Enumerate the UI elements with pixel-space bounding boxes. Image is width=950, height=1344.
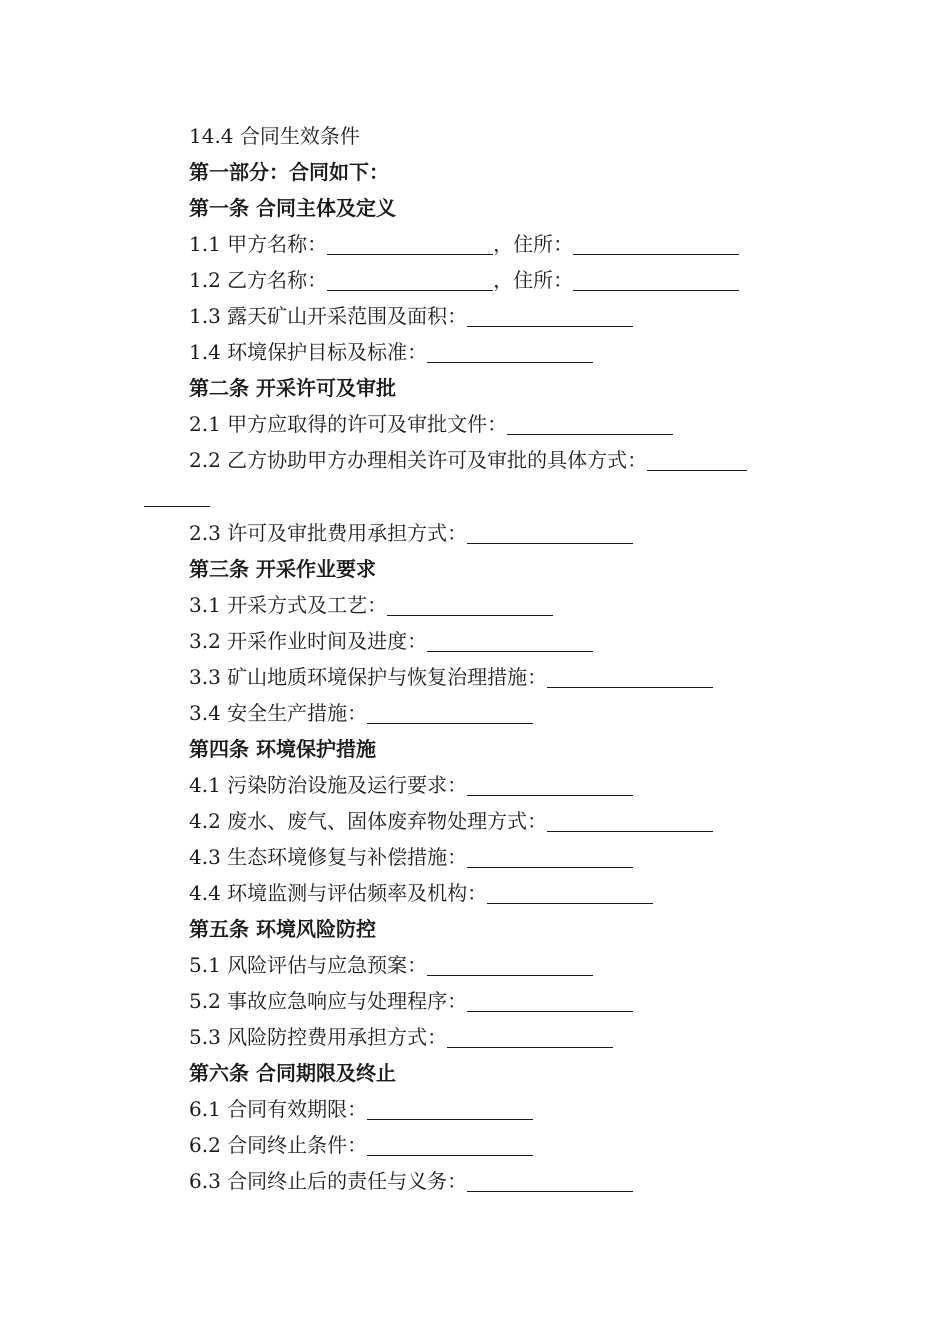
blank-line[interactable]	[547, 667, 713, 688]
blank-line[interactable]	[467, 991, 633, 1012]
party-b-name-blank[interactable]	[327, 270, 493, 291]
clause-1-4: 1.4 环境保护目标及标准：	[189, 337, 593, 367]
clause-4-3: 4.3 生态环境修复与补偿措施：	[189, 842, 633, 872]
blank-line[interactable]	[367, 1099, 533, 1120]
clause-4-1: 4.1 污染防治设施及运行要求：	[189, 770, 633, 800]
blank-line[interactable]	[144, 486, 210, 507]
blank-line[interactable]	[367, 1135, 533, 1156]
clause-4-4: 4.4 环境监测与评估频率及机构：	[189, 878, 653, 908]
clause-2-2: 2.2 乙方协助甲方办理相关许可及审批的具体方式：	[189, 445, 747, 475]
blank-line[interactable]	[427, 955, 593, 976]
section-heading: 14.4 合同生效条件	[189, 124, 360, 148]
blank-line[interactable]	[487, 883, 653, 904]
blank-line[interactable]	[547, 811, 713, 832]
party-b-address-blank[interactable]	[573, 270, 739, 291]
article-1-title: 第一条 合同主体及定义	[189, 196, 396, 220]
blank-line[interactable]	[467, 847, 633, 868]
blank-line[interactable]	[387, 595, 553, 616]
clause-6-3: 6.3 合同终止后的责任与义务：	[189, 1166, 633, 1196]
blank-line[interactable]	[447, 1027, 613, 1048]
part-title: 第一部分：合同如下：	[189, 160, 389, 184]
blank-line[interactable]	[467, 523, 633, 544]
clause-3-1: 3.1 开采方式及工艺：	[189, 590, 553, 620]
article-6-title: 第六条 合同期限及终止	[189, 1061, 396, 1085]
article-2-title: 第二条 开采许可及审批	[189, 376, 396, 400]
clause-2-2-continuation	[144, 481, 210, 511]
clause-1-3: 1.3 露天矿山开采范围及面积：	[189, 301, 633, 331]
article-5-title: 第五条 环境风险防控	[189, 917, 376, 941]
blank-line[interactable]	[367, 703, 533, 724]
clause-5-1: 5.1 风险评估与应急预案：	[189, 950, 593, 980]
article-3-title: 第三条 开采作业要求	[189, 557, 376, 581]
clause-4-2: 4.2 废水、废气、固体废弃物处理方式：	[189, 806, 713, 836]
clause-3-2: 3.2 开采作业时间及进度：	[189, 626, 593, 656]
clause-3-3: 3.3 矿山地质环境保护与恢复治理措施：	[189, 662, 713, 692]
clause-1-1: 1.1 甲方名称： ，住所：	[189, 229, 739, 259]
clause-2-3: 2.3 许可及审批费用承担方式：	[189, 518, 633, 548]
blank-line[interactable]	[647, 450, 747, 471]
clause-3-4: 3.4 安全生产措施：	[189, 698, 533, 728]
blank-line[interactable]	[467, 306, 633, 327]
blank-line[interactable]	[507, 414, 673, 435]
clause-5-2: 5.2 事故应急响应与处理程序：	[189, 986, 633, 1016]
blank-line[interactable]	[427, 631, 593, 652]
article-4-title: 第四条 环境保护措施	[189, 737, 376, 761]
party-a-name-blank[interactable]	[327, 234, 493, 255]
blank-line[interactable]	[467, 775, 633, 796]
blank-line[interactable]	[467, 1171, 633, 1192]
clause-5-3: 5.3 风险防控费用承担方式：	[189, 1022, 613, 1052]
party-a-address-blank[interactable]	[573, 234, 739, 255]
clause-6-1: 6.1 合同有效期限：	[189, 1094, 533, 1124]
clause-1-2: 1.2 乙方名称： ，住所：	[189, 265, 739, 295]
blank-line[interactable]	[427, 342, 593, 363]
clause-6-2: 6.2 合同终止条件：	[189, 1130, 533, 1160]
clause-2-1: 2.1 甲方应取得的许可及审批文件：	[189, 409, 673, 439]
